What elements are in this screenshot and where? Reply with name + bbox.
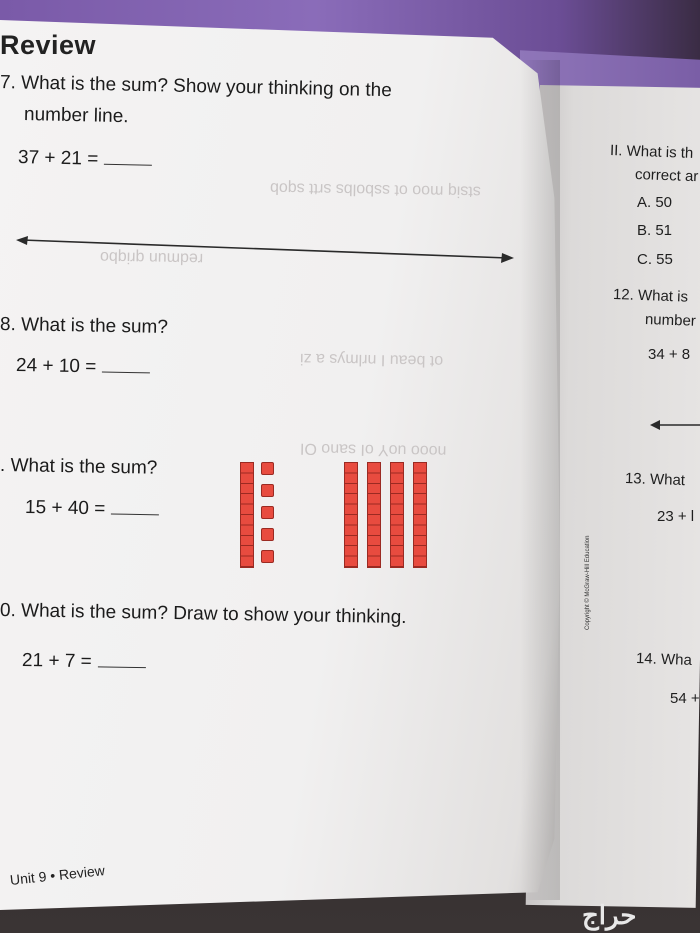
question-8-prompt <box>0 314 168 339</box>
question-number: . <box>0 455 6 477</box>
ones-cube <box>261 506 274 519</box>
ones-cube <box>261 462 274 475</box>
question-7-equation <box>18 147 153 172</box>
equation-text: 15 + 40 = <box>24 497 106 520</box>
base-ten-blocks <box>238 460 438 572</box>
arrow-left-icon <box>16 236 28 245</box>
question-text: What is the sum? <box>20 314 169 338</box>
question-7-prompt-cont: number line. <box>23 104 129 128</box>
right-question-12: 12. What is <box>612 286 689 306</box>
right-question-14: 14. Wha <box>635 650 693 669</box>
right-question-13: 13. What <box>624 470 686 490</box>
right-question-12-equation: 34 + 8 <box>648 346 691 363</box>
number-line[interactable] <box>16 236 516 266</box>
arrow-left-icon <box>650 420 660 430</box>
tens-rod <box>413 462 427 568</box>
equation-text: 37 + 21 = <box>17 147 99 170</box>
tens-rod <box>344 462 358 568</box>
question-text: What is the sum? Draw to show your thinking. <box>20 600 407 629</box>
right-question-11-cont: correct ar <box>634 166 699 186</box>
bleed-through-text: ot beau I nrlmys a zi <box>299 349 444 370</box>
bleed-through-text: redmun qriqbo <box>99 248 204 267</box>
right-question-14-equation: 54 + <box>670 690 700 707</box>
copyright-text: Copyright © McGraw-Hill Education <box>585 535 591 630</box>
question-text: What is the sum? <box>10 455 158 479</box>
arrow-right-icon <box>501 253 514 263</box>
option-b[interactable]: B. 51 <box>637 222 673 239</box>
footer-unit-label: Unit 9 • Review <box>9 862 106 888</box>
equation-text: 24 + 10 = <box>15 355 97 378</box>
tens-rod <box>240 462 254 568</box>
question-10-equation <box>22 650 146 674</box>
question-number: 8. <box>0 314 17 336</box>
page-fold-shadow <box>520 60 560 900</box>
right-question-11: II. What is th <box>609 142 694 162</box>
ones-cube <box>261 550 274 563</box>
question-8-equation <box>16 355 151 379</box>
page-title: Review <box>0 30 97 60</box>
tens-rod <box>367 462 381 568</box>
answer-blank[interactable] <box>104 164 152 166</box>
bleed-through-text: nooo uoY oI sano OI <box>299 439 447 460</box>
number-line-partial <box>650 415 700 435</box>
ones-cube <box>261 484 274 497</box>
right-question-12-cont: number <box>644 311 697 330</box>
answer-blank[interactable] <box>98 666 146 668</box>
question-number: 0. <box>0 600 17 622</box>
equation-text: 21 + 7 = <box>21 650 92 673</box>
answer-blank[interactable] <box>111 514 159 516</box>
question-9-prompt <box>0 455 158 480</box>
tens-rod <box>390 462 404 568</box>
ones-cube <box>261 528 274 541</box>
bleed-through-text: stsiq moo ot ssbolbs srtt sqob <box>269 179 481 200</box>
question-number: 7. <box>0 72 17 94</box>
question-9-equation <box>25 497 160 521</box>
answer-blank[interactable] <box>102 372 150 374</box>
question-text: What is the sum? Show your thinking on the <box>20 72 392 102</box>
right-question-13-equation: 23 + l <box>657 508 695 525</box>
option-a[interactable]: A. 50 <box>637 194 673 211</box>
watermark-logo: حراج <box>582 900 637 930</box>
option-c[interactable]: C. 55 <box>637 251 673 268</box>
